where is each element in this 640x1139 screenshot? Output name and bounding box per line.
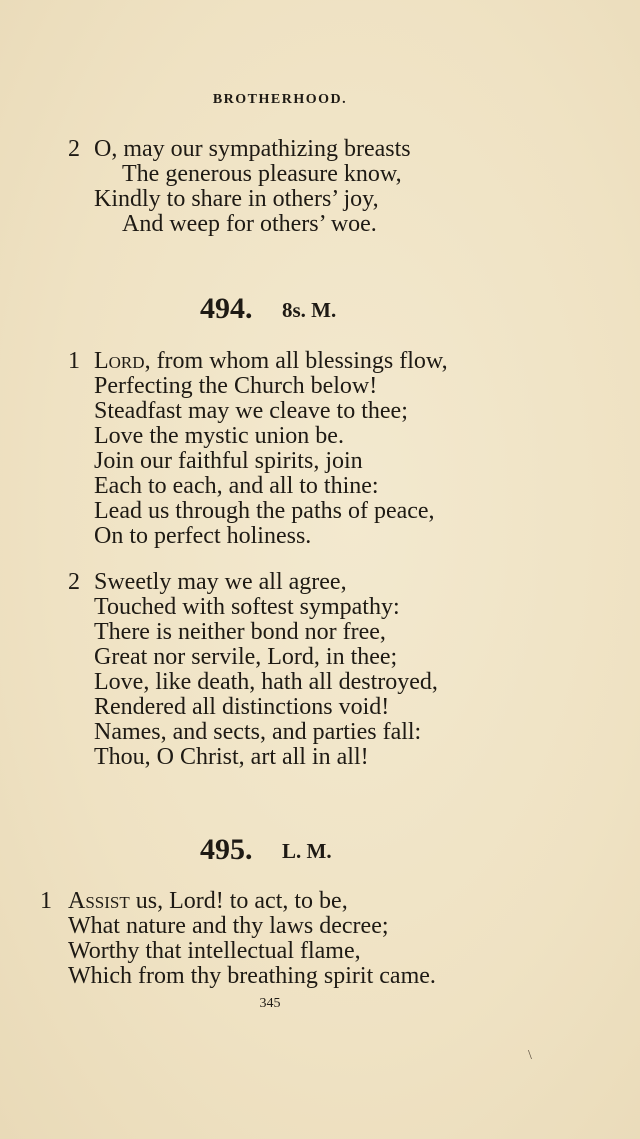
verse-line-rest: , from whom all blessings flow,	[144, 348, 448, 374]
verse-line: Rendered all distinctions void!	[94, 694, 390, 720]
verse-line: Sweetly may we all agree,	[94, 569, 347, 595]
verse-line: The generous pleasure know,	[122, 161, 402, 187]
verse-line: On to perfect holiness.	[94, 523, 312, 549]
verse-line: What nature and thy laws decree;	[68, 913, 389, 939]
margin-mark: \	[528, 1048, 532, 1063]
verse-line-first	[94, 349, 448, 374]
verse-line: And weep for others’ woe.	[122, 211, 377, 237]
verse-line-rest: us, Lord! to act, to be,	[129, 888, 348, 914]
verse-number: 2	[68, 136, 80, 162]
verse-line: Names, and sects, and parties fall:	[94, 719, 422, 745]
running-header: BROTHERHOOD.	[212, 92, 348, 107]
verse-line: Great nor servile, Lord, in thee;	[94, 644, 398, 670]
verse-line: Join our faithful spirits, join	[94, 448, 363, 474]
verse-line: Steadfast may we cleave to thee;	[94, 398, 408, 424]
verse-line-first	[68, 889, 348, 914]
verse-line: Each to each, and all to thine:	[94, 473, 379, 499]
verse-number: 1	[40, 888, 52, 914]
verse-line: There is neither bond nor free,	[94, 619, 386, 645]
verse-line: Thou, O Christ, art all in all!	[94, 744, 369, 770]
verse-line: Kindly to share in others’ joy,	[94, 186, 379, 212]
verse-line: O, may our sympathizing breasts	[94, 136, 411, 162]
verse-number: 1	[68, 348, 80, 374]
page-number: 345	[259, 996, 281, 1011]
verse-line: Which from thy breathing spirit came.	[68, 963, 436, 989]
small-caps-word: Lord	[94, 348, 145, 374]
small-caps-word: Assist	[68, 888, 130, 914]
verse-line: Perfecting the Church below!	[94, 373, 378, 399]
verse-line: Lead us through the paths of peace,	[94, 498, 435, 524]
hymn-meter: L. M.	[282, 839, 332, 863]
hymn-meter: 8s. M.	[282, 298, 337, 322]
hymn-number: 494.	[200, 292, 253, 325]
verse-line: Love, like death, hath all destroyed,	[94, 669, 438, 695]
verse-line: Touched with softest sympathy:	[94, 594, 400, 620]
verse-line: Love the mystic union be.	[94, 423, 344, 449]
hymn-number: 495.	[200, 833, 253, 866]
verse-line: Worthy that intellectual flame,	[68, 938, 361, 964]
verse-number: 2	[68, 569, 80, 595]
